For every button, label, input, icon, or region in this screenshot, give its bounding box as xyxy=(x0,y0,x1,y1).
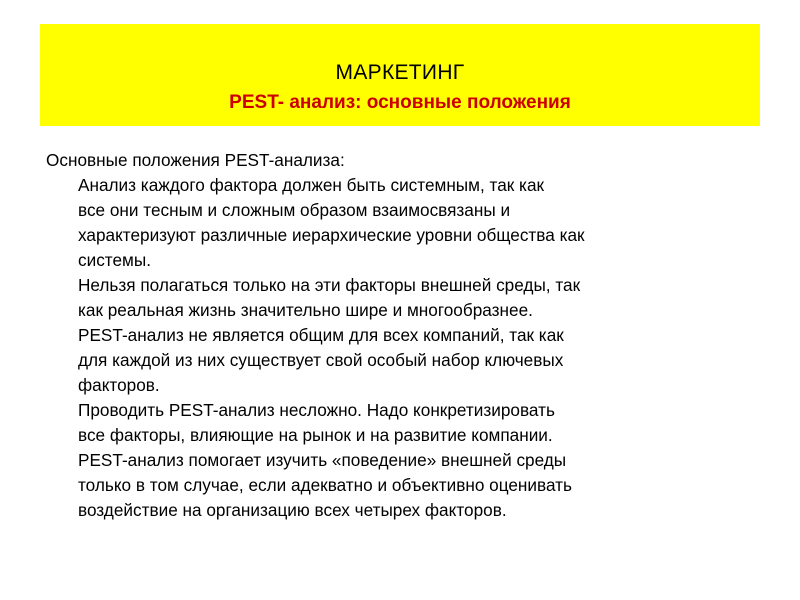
paragraph-1: Анализ каждого фактора должен быть системным, так как все они тесным и сложным образом взаимосвязаны и характеризуют различные иерархические уровни общества как системы. xyxy=(78,175,585,270)
paragraph-4: Проводить PEST-анализ несложно. Надо конкретизировать все факторы, влияющие на рынок и на развитие компании. xyxy=(78,400,555,445)
title-band xyxy=(40,24,760,126)
slide-subtitle: PEST- анализ: основные положения xyxy=(229,92,571,113)
intro-text: Основные положения PEST-анализа: xyxy=(46,150,345,170)
paragraph-5: PEST-анализ помогает изучить «поведение» внешней среды только в том случае, если адекватно и объективно оценивать воздействие на организацию всех четырех факторов. xyxy=(78,450,572,520)
slide-title: МАРКЕТИНГ xyxy=(335,61,465,84)
paragraph-2: Нельзя полагаться только на эти факторы внешней среды, так как реальная жизнь значительно шире и многообразнее. xyxy=(78,275,581,320)
slide-body xyxy=(46,148,746,523)
paragraph-3: PEST-анализ не является общим для всех компаний, так как для каждой из них существует свой особый набор ключевых факторов. xyxy=(78,325,564,395)
